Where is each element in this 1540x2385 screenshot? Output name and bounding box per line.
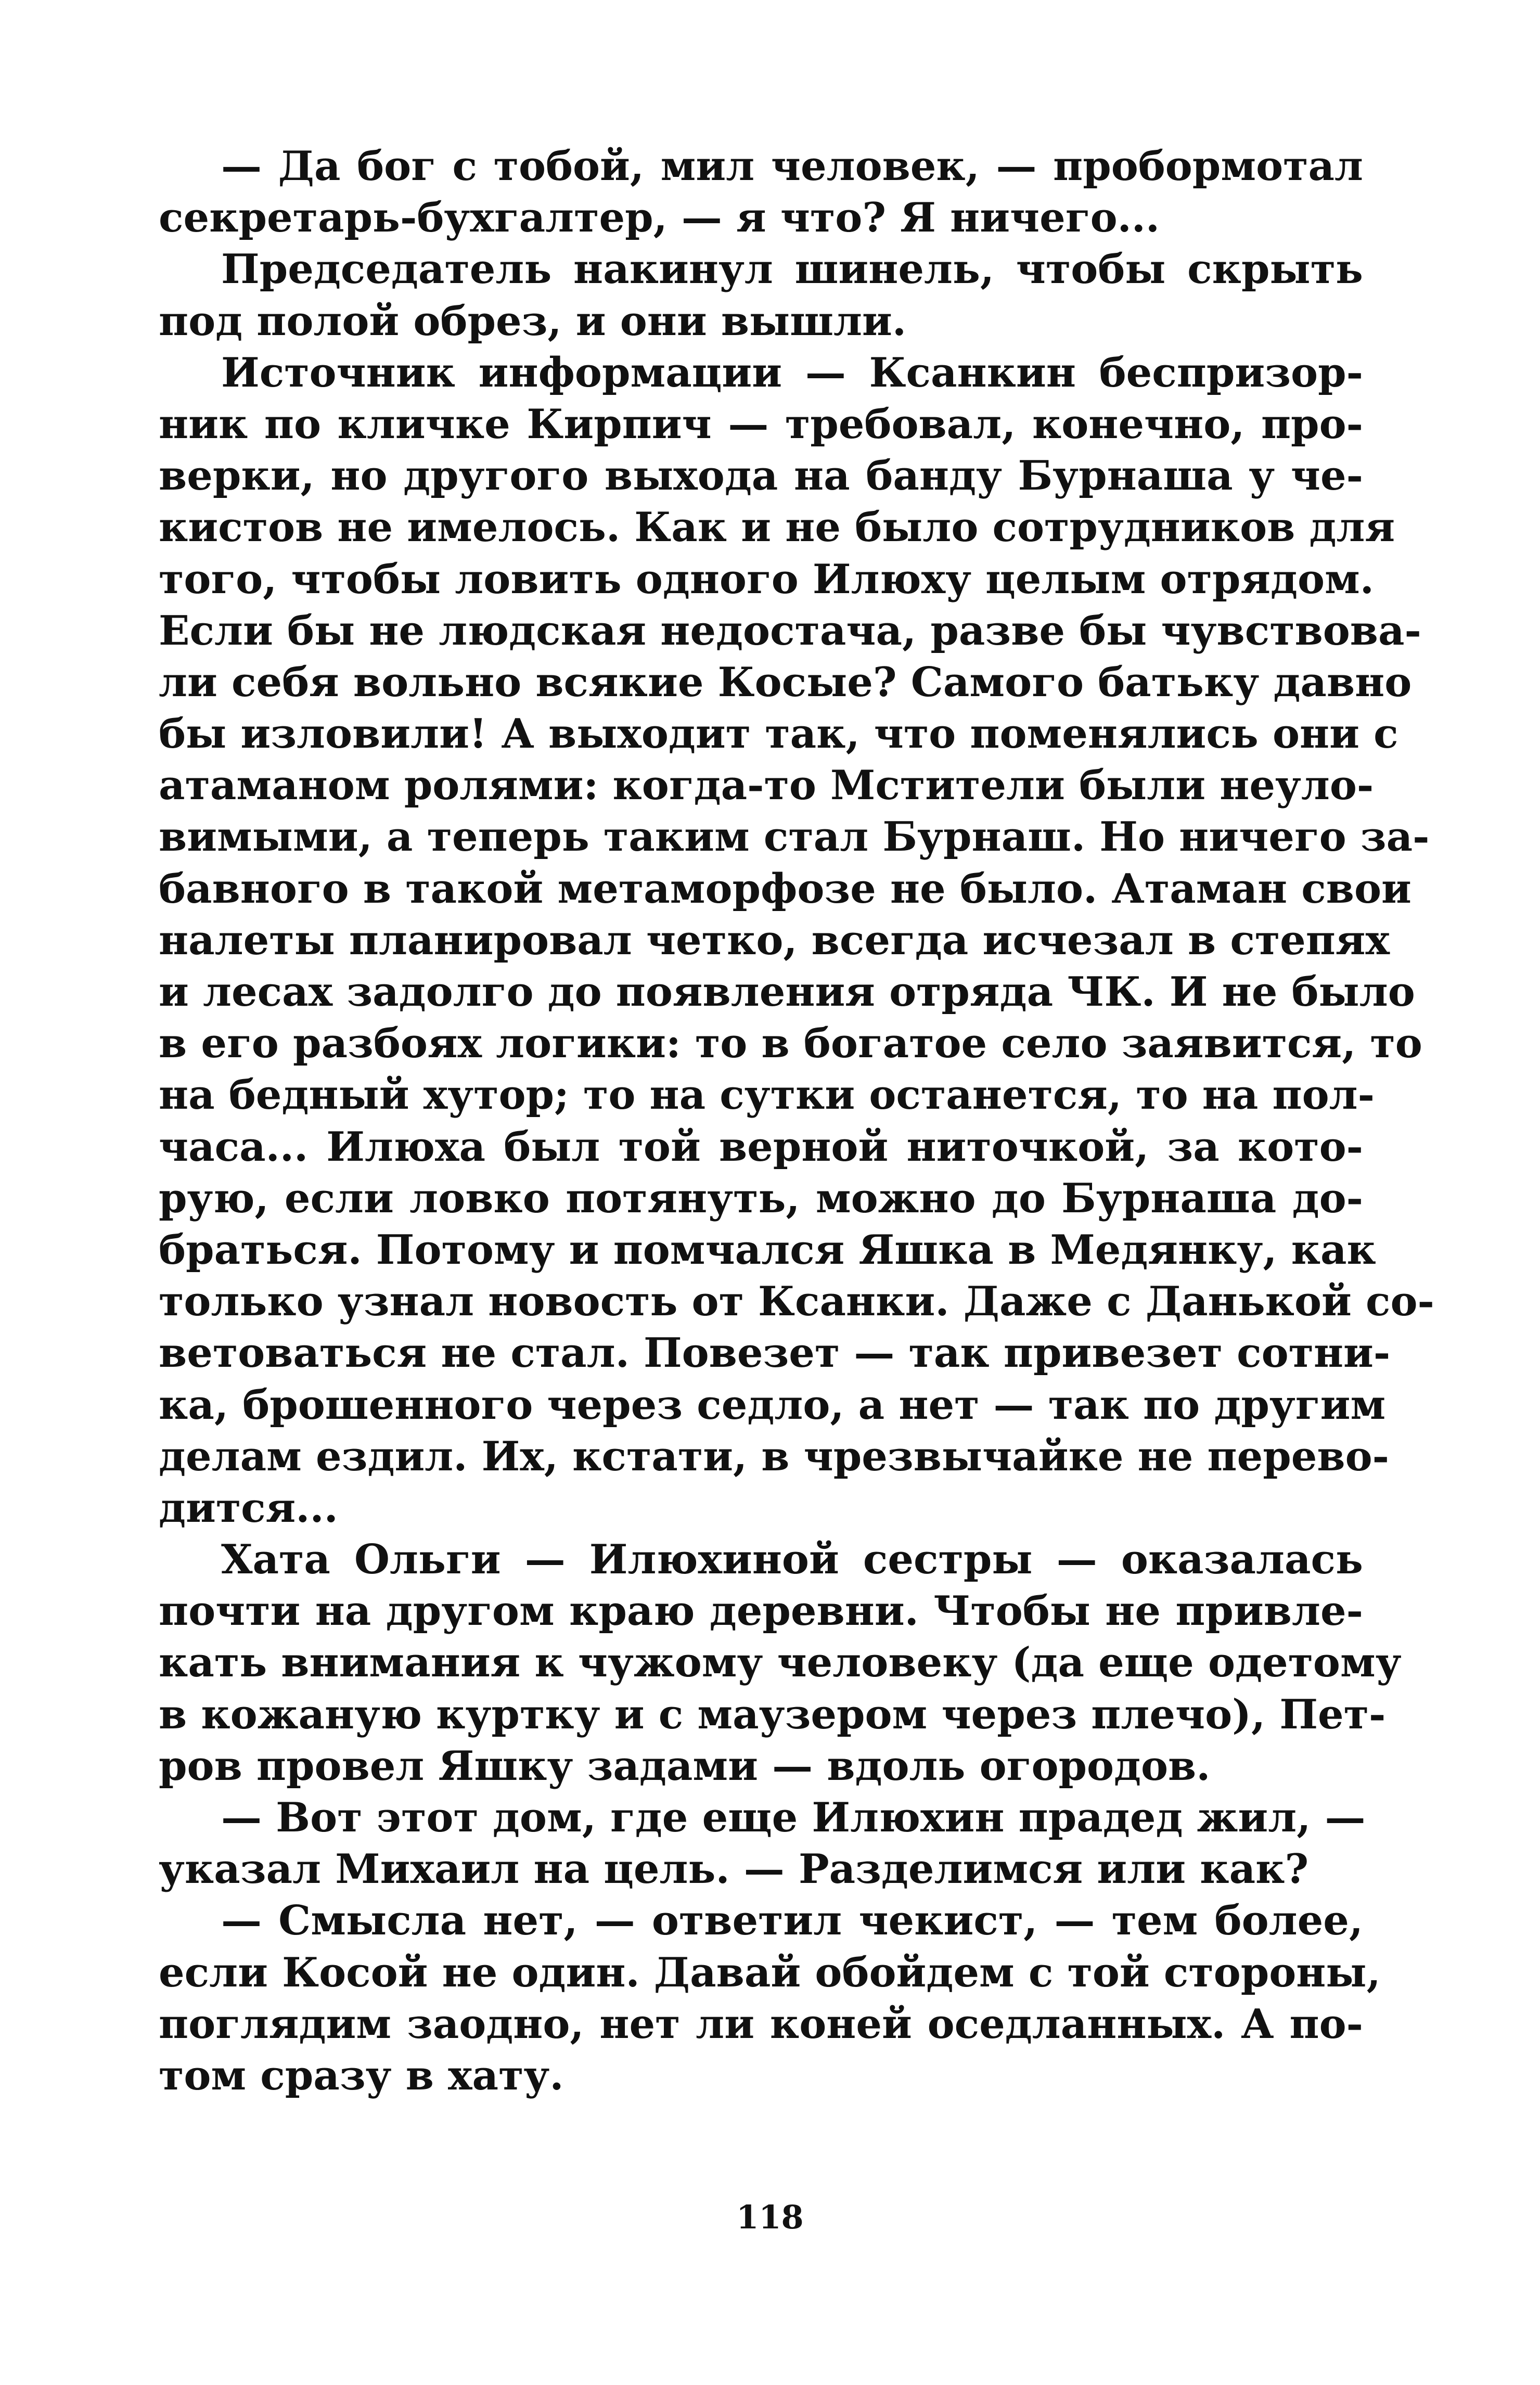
text-line: если Косой не один. Давай обойдем с той стороны,	[159, 1948, 1381, 1996]
text-line: в кожаную куртку и с маузером через плечо), Пет-	[159, 1690, 1386, 1738]
text-line: в его разбоях логики: то в богатое село заявится, то	[159, 1020, 1422, 1068]
text-line: ка, брошенного через седло, а нет — так по другим	[159, 1381, 1386, 1429]
text-line: — Да бог с тобой, мил человек, — пробормотал	[221, 143, 1363, 190]
page-body-text	[159, 140, 1434, 2101]
text-line: верки, но другого выхода на банду Бурнаша у че-	[159, 452, 1363, 500]
text-line: секретарь-бухгалтер, — я что? Я ничего...	[159, 194, 1160, 242]
text-line: кать внимания к чужому человеку (да еще одетому	[159, 1639, 1402, 1687]
text-line: только узнал новость от Ксанки. Даже с Данькой со-	[159, 1278, 1434, 1326]
text-line: вимыми, а теперь таким стал Бурнаш. Но ничего за-	[159, 813, 1430, 861]
text-line: ли себя вольно всякие Косые? Самого батьку давно	[159, 658, 1412, 706]
text-line: и лесах задолго до появления отряда ЧК. И не было	[159, 968, 1415, 1016]
text-line: на бедный хутор; то на сутки останется, то на пол-	[159, 1071, 1375, 1119]
text-line: ров провел Яшку задами — вдоль огородов.	[159, 1742, 1211, 1790]
text-line: кистов не имелось. Как и не было сотрудников для	[159, 504, 1395, 552]
text-line: бавного в такой метаморфозе не было. Атаман свои	[159, 865, 1411, 913]
text-line: Хата Ольги — Илюхиной сестры — оказалась	[221, 1536, 1363, 1584]
page-number: 118	[736, 2198, 804, 2236]
text-line: делам ездил. Их, кстати, в чрезвычайке не перево-	[159, 1432, 1390, 1480]
text-line: Председатель накинул шинель, чтобы скрыть	[221, 246, 1363, 293]
text-line: Источник информации — Ксанкин беспризор-	[221, 349, 1363, 396]
text-line: часа... Илюха был той верной ниточкой, за кото-	[159, 1123, 1363, 1171]
text-line: том сразу в хату.	[159, 2051, 564, 2099]
text-line: — Вот этот дом, где еще Илюхин прадед жил, —	[221, 1794, 1366, 1841]
text-line: — Смысла нет, — ответил чекист, — тем более,	[221, 1897, 1363, 1945]
text-line: ветоваться не стал. Повезет — так привезет сотни-	[159, 1329, 1391, 1377]
text-line: браться. Потому и помчался Яшка в Медянку, как	[159, 1226, 1376, 1274]
text-line: под полой обрез, и они вышли.	[159, 297, 907, 345]
text-line: атаманом ролями: когда-то Мстители были неуло-	[159, 762, 1374, 810]
text-line: Если бы не людская недостача, разве бы чувствова-	[159, 607, 1421, 655]
text-line: рую, если ловко потянуть, можно до Бурнаша до-	[159, 1174, 1363, 1222]
text-line: налеты планировал четко, всегда исчезал в степях	[159, 916, 1390, 964]
text-line: указал Михаил на цель. — Разделимся или как?	[159, 1845, 1309, 1893]
text-line: ник по кличке Кирпич — требовал, конечно, про-	[159, 400, 1363, 448]
text-line: того, чтобы ловить одного Илюху целым отрядом.	[159, 555, 1374, 603]
text-line: поглядим заодно, нет ли коней оседланных. А по-	[159, 2000, 1363, 2048]
text-line: бы изловили! А выходит так, что поменялись они с	[159, 710, 1398, 758]
text-line: почти на другом краю деревни. Чтобы не привле-	[159, 1587, 1363, 1635]
text-line: дится...	[159, 1484, 338, 1532]
